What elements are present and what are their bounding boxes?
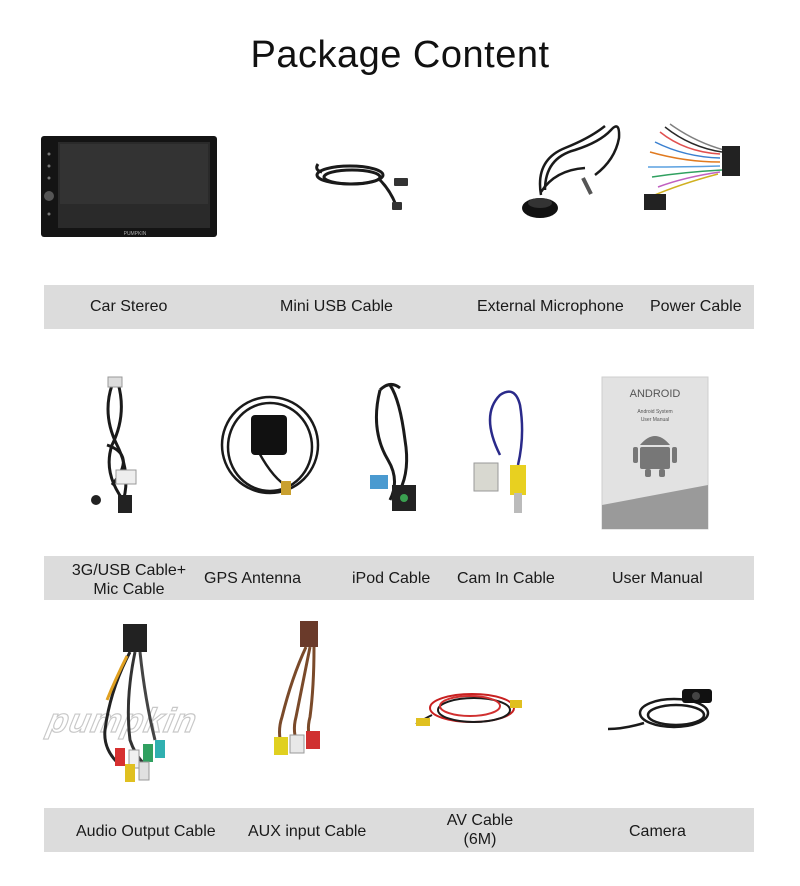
label-gps-antenna: GPS Antenna: [204, 570, 301, 587]
usb-mic-cable-icon: [82, 375, 162, 520]
label-aux-input-cable: AUX input Cable: [248, 823, 367, 840]
label-audio-output-cable: Audio Output Cable: [76, 823, 216, 840]
camera-icon: [604, 683, 719, 743]
external-microphone-icon: [515, 120, 625, 225]
stereo-brand: PUMPKIN: [123, 231, 147, 237]
mini-usb-cable-icon: [310, 150, 420, 215]
cam-in-cable-icon: [470, 385, 550, 520]
label-car-stereo: Car Stereo: [90, 298, 168, 315]
label-external-microphone: External Microphone: [477, 298, 624, 315]
label-mini-usb-cable: Mini USB Cable: [280, 298, 393, 315]
user-manual-icon: [600, 375, 715, 535]
label-usb-mic-cable: 3G/USB Cable+ Mic Cable: [71, 562, 187, 598]
label-power-cable: Power Cable: [650, 298, 742, 315]
aux-input-cable-icon: [262, 617, 332, 772]
label-camera: Camera: [629, 823, 686, 840]
label-cam-in-cable: Cam In Cable: [457, 570, 555, 587]
ipod-cable-icon: [360, 380, 430, 520]
brand-watermark: pumpkin: [44, 702, 201, 740]
audio-output-cable-icon: [85, 620, 195, 790]
manual-line-1: Android System: [637, 409, 673, 415]
page-title: Package Content: [250, 34, 550, 76]
gps-antenna-icon: [215, 385, 325, 505]
manual-line-2: User Manual: [640, 417, 670, 423]
label-user-manual: User Manual: [612, 570, 703, 587]
car-stereo-icon: [40, 134, 220, 240]
label-ipod-cable: iPod Cable: [352, 570, 431, 587]
label-av-cable: AV Cable (6M): [446, 812, 514, 848]
manual-brand: ANDROID: [629, 388, 681, 400]
power-cable-icon: [640, 122, 755, 217]
av-cable-icon: [412, 680, 527, 740]
